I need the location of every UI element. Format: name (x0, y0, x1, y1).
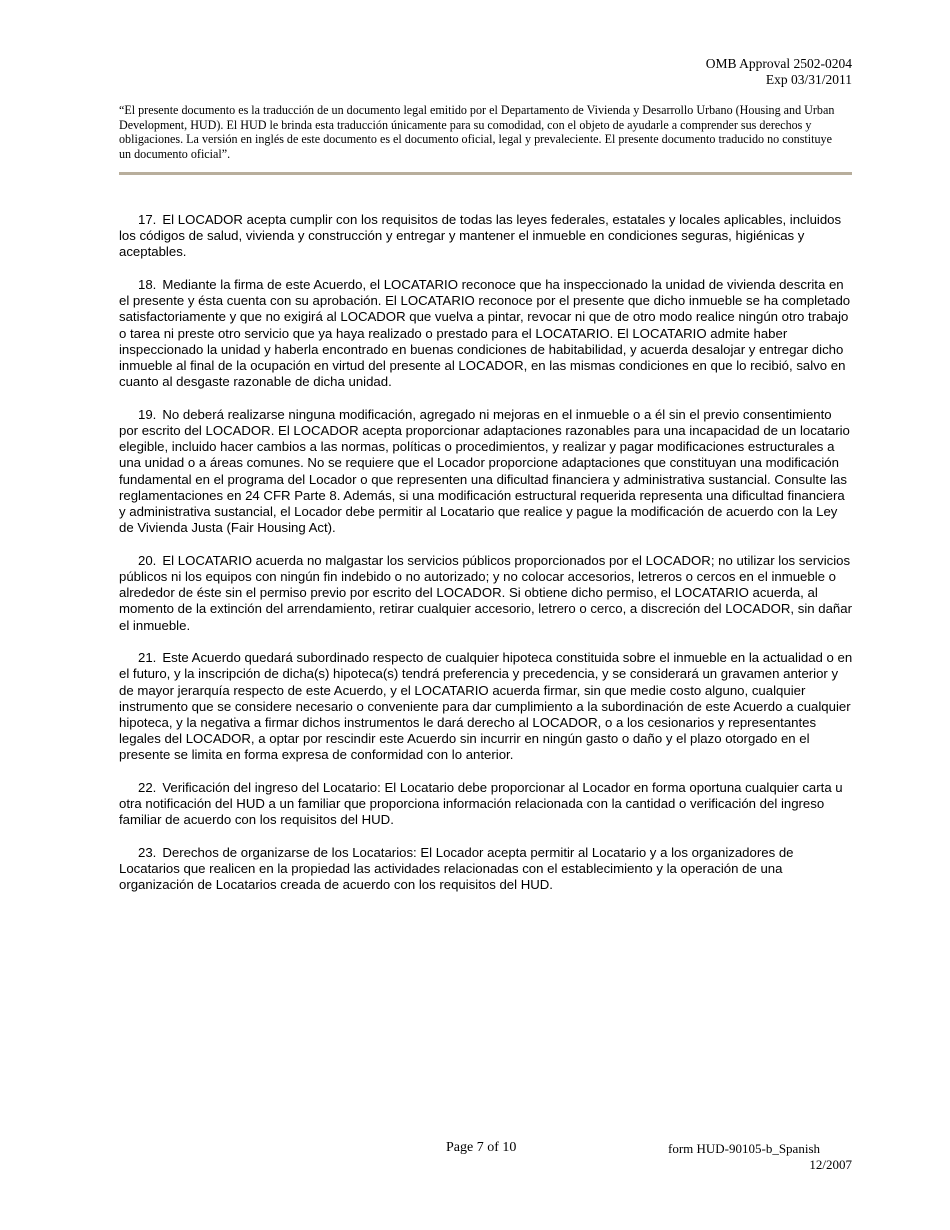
clause-text: No deberá realizarse ninguna modificación, agregado ni mejoras en el inmueble o a él sin el previo consentimiento por escrito del LOCADOR. El LOCADOR acepta proporcionar adaptaciones razonables para una incapacidad de un locatario elegible, incluido hacer cambios a las normas, políticas o procedimientos, y realizar y pagar modificaciones estructurales a una unidad o a áreas comunes. No se requiere que el Locador proporcione adaptaciones que constituyan una modificación fundamental en el programa del Locador o que representen una dificultad financiera y administrativa sustancial. Consulte las reglamentaciones en 24 CFR Parte 8. Además, si una modificación estructural requerida representa una dificultad financiera y administrativa sustancial, el Locador debe permitir al Locatario que realice y pague la modificación de acuerdo con la Ley de Vivienda Justa (Fair Housing Act). (119, 406, 850, 536)
omb-approval-block (706, 56, 852, 88)
clause-text: Mediante la firma de este Acuerdo, el LOCATARIO reconoce que ha inspeccionado la unidad de vivienda descrita en el presente y ésta cuenta con su aprobación. El LOCATARIO reconoce por el presente que dicho inmueble se ha completado satisfactoriamente y que no exigirá al LOCADOR que vuelva a pintar, revocar ni que de otro modo realice ningún otro trabajo o tarea ni preste otro servicio que ya haya realizado o prestado para el LOCATARIO. El LOCATARIO admite haber inspeccionado la unidad y haberla encontrado en buenas condiciones de habitabilidad, y acuerda desalojar y entregar dicho inmueble al final de la ocupación en virtud del presente al LOCADOR, en las mismas condiciones en que lo recibió, salvo en cuanto al desgaste razonable de dicha unidad. (119, 277, 851, 390)
translation-disclaimer: “El presente documento es la traducción de un documento legal emitido por el Departamento de Vivienda y Desarrollo Urbano (Housing and Urban Development, HUD). El HUD le brinda esta traducción únicamente para su comodidad, con el objeto de ayudarle a comprender sus derechos y obligaciones. La versión en inglés de este documento es el documento oficial, legal y prevaleciente. El presente documento traducido no constituye un documento oficial”. (119, 103, 835, 161)
form-date: 12/2007 (809, 1157, 852, 1172)
clause-number: 19. (138, 406, 157, 422)
clause-text: Derechos de organizarse de los Locatarios: El Locador acepta permitir al Locatario y a los organizadores de Locatarios que realicen en la propiedad las actividades relacionadas con el establecimiento y la operación de una organización de Locatarios creada de acuerdo con los requisitos del HUD. (119, 845, 794, 893)
clause-text: El LOCATARIO acuerda no malgastar los servicios públicos proporcionados por el LOCADOR; no utilizar los servicios públicos ni los equipos con ningún fin indebido o no autorizado; y no colocar accesorios, letreros o cercos en el inmueble o alrededor de éste sin el permiso previo por escrito del LOCADOR. Si obtiene dicho permiso, el LOCATARIO acuerda, al momento de la extinción del arrendamiento, retirar cualquier accesorio, letrero o cerco, a discreción del LOCADOR, sin dañar el inmueble. (119, 552, 852, 633)
form-identifier (668, 1141, 852, 1173)
clause-text: Este Acuerdo quedará subordinado respecto de cualquier hipoteca constituida sobre el inmueble en la actualidad o en el futuro, y la inscripción de dicha(s) hipoteca(s) tendrá preferencia y precedencia, y se considerará un gravamen anterior y de mayor jerarquía respecto de este Acuerdo, y el LOCATARIO acuerda firmar, sin que medie costo alguno, cualquier instrumento que se considere necesario o conveniente para dar cumplimiento a la subordinación de este Acuerdo a cualquier hipoteca, y la negativa a firmar dichos instrumentos le dará derecho al LOCADOR, o a los cesionarios y representantes legales del LOCADOR, a optar por rescindir este Acuerdo sin incurrir en ningún gasto o daño y el plazo otorgado en el presente se limita en forma expresa de conformidad con lo anterior. (119, 650, 853, 763)
clause-text: Verificación del ingreso del Locatario: El Locatario debe proporcionar al Locador en forma oportuna cualquier carta u otra notificación del HUD a un familiar que proporciona información relacionada con la cantidad o verificación del ingreso familiar de acuerdo con los requisitos del HUD. (119, 780, 843, 828)
lease-clauses (119, 212, 854, 910)
clause-21 (119, 650, 854, 763)
clause-23 (119, 845, 854, 894)
clause-18 (119, 277, 854, 390)
omb-expiration-date: Exp 03/31/2011 (765, 72, 852, 87)
page-number: Page 7 of 10 (446, 1140, 517, 1155)
form-name: form HUD-90105-b_Spanish (667, 1141, 820, 1156)
clause-number: 20. (138, 552, 157, 568)
clause-number: 23. (138, 845, 157, 861)
clause-text: El LOCADOR acepta cumplir con los requisitos de todas las leyes federales, estatales y locales aplicables, incluidos los códigos de salud, vivienda y construcción y entregar y mantener el inmueble en condiciones seguras, higiénicas y aceptables. (119, 212, 842, 260)
clause-17 (119, 212, 854, 261)
clause-number: 21. (138, 650, 157, 666)
clause-number: 22. (138, 780, 157, 796)
clause-19 (119, 407, 854, 537)
omb-approval-number: OMB Approval 2502-0204 (705, 56, 852, 71)
clause-22 (119, 780, 854, 829)
clause-20 (119, 553, 854, 634)
clause-number: 18. (138, 277, 157, 292)
header-divider (119, 172, 852, 175)
clause-number: 17. (138, 212, 157, 227)
